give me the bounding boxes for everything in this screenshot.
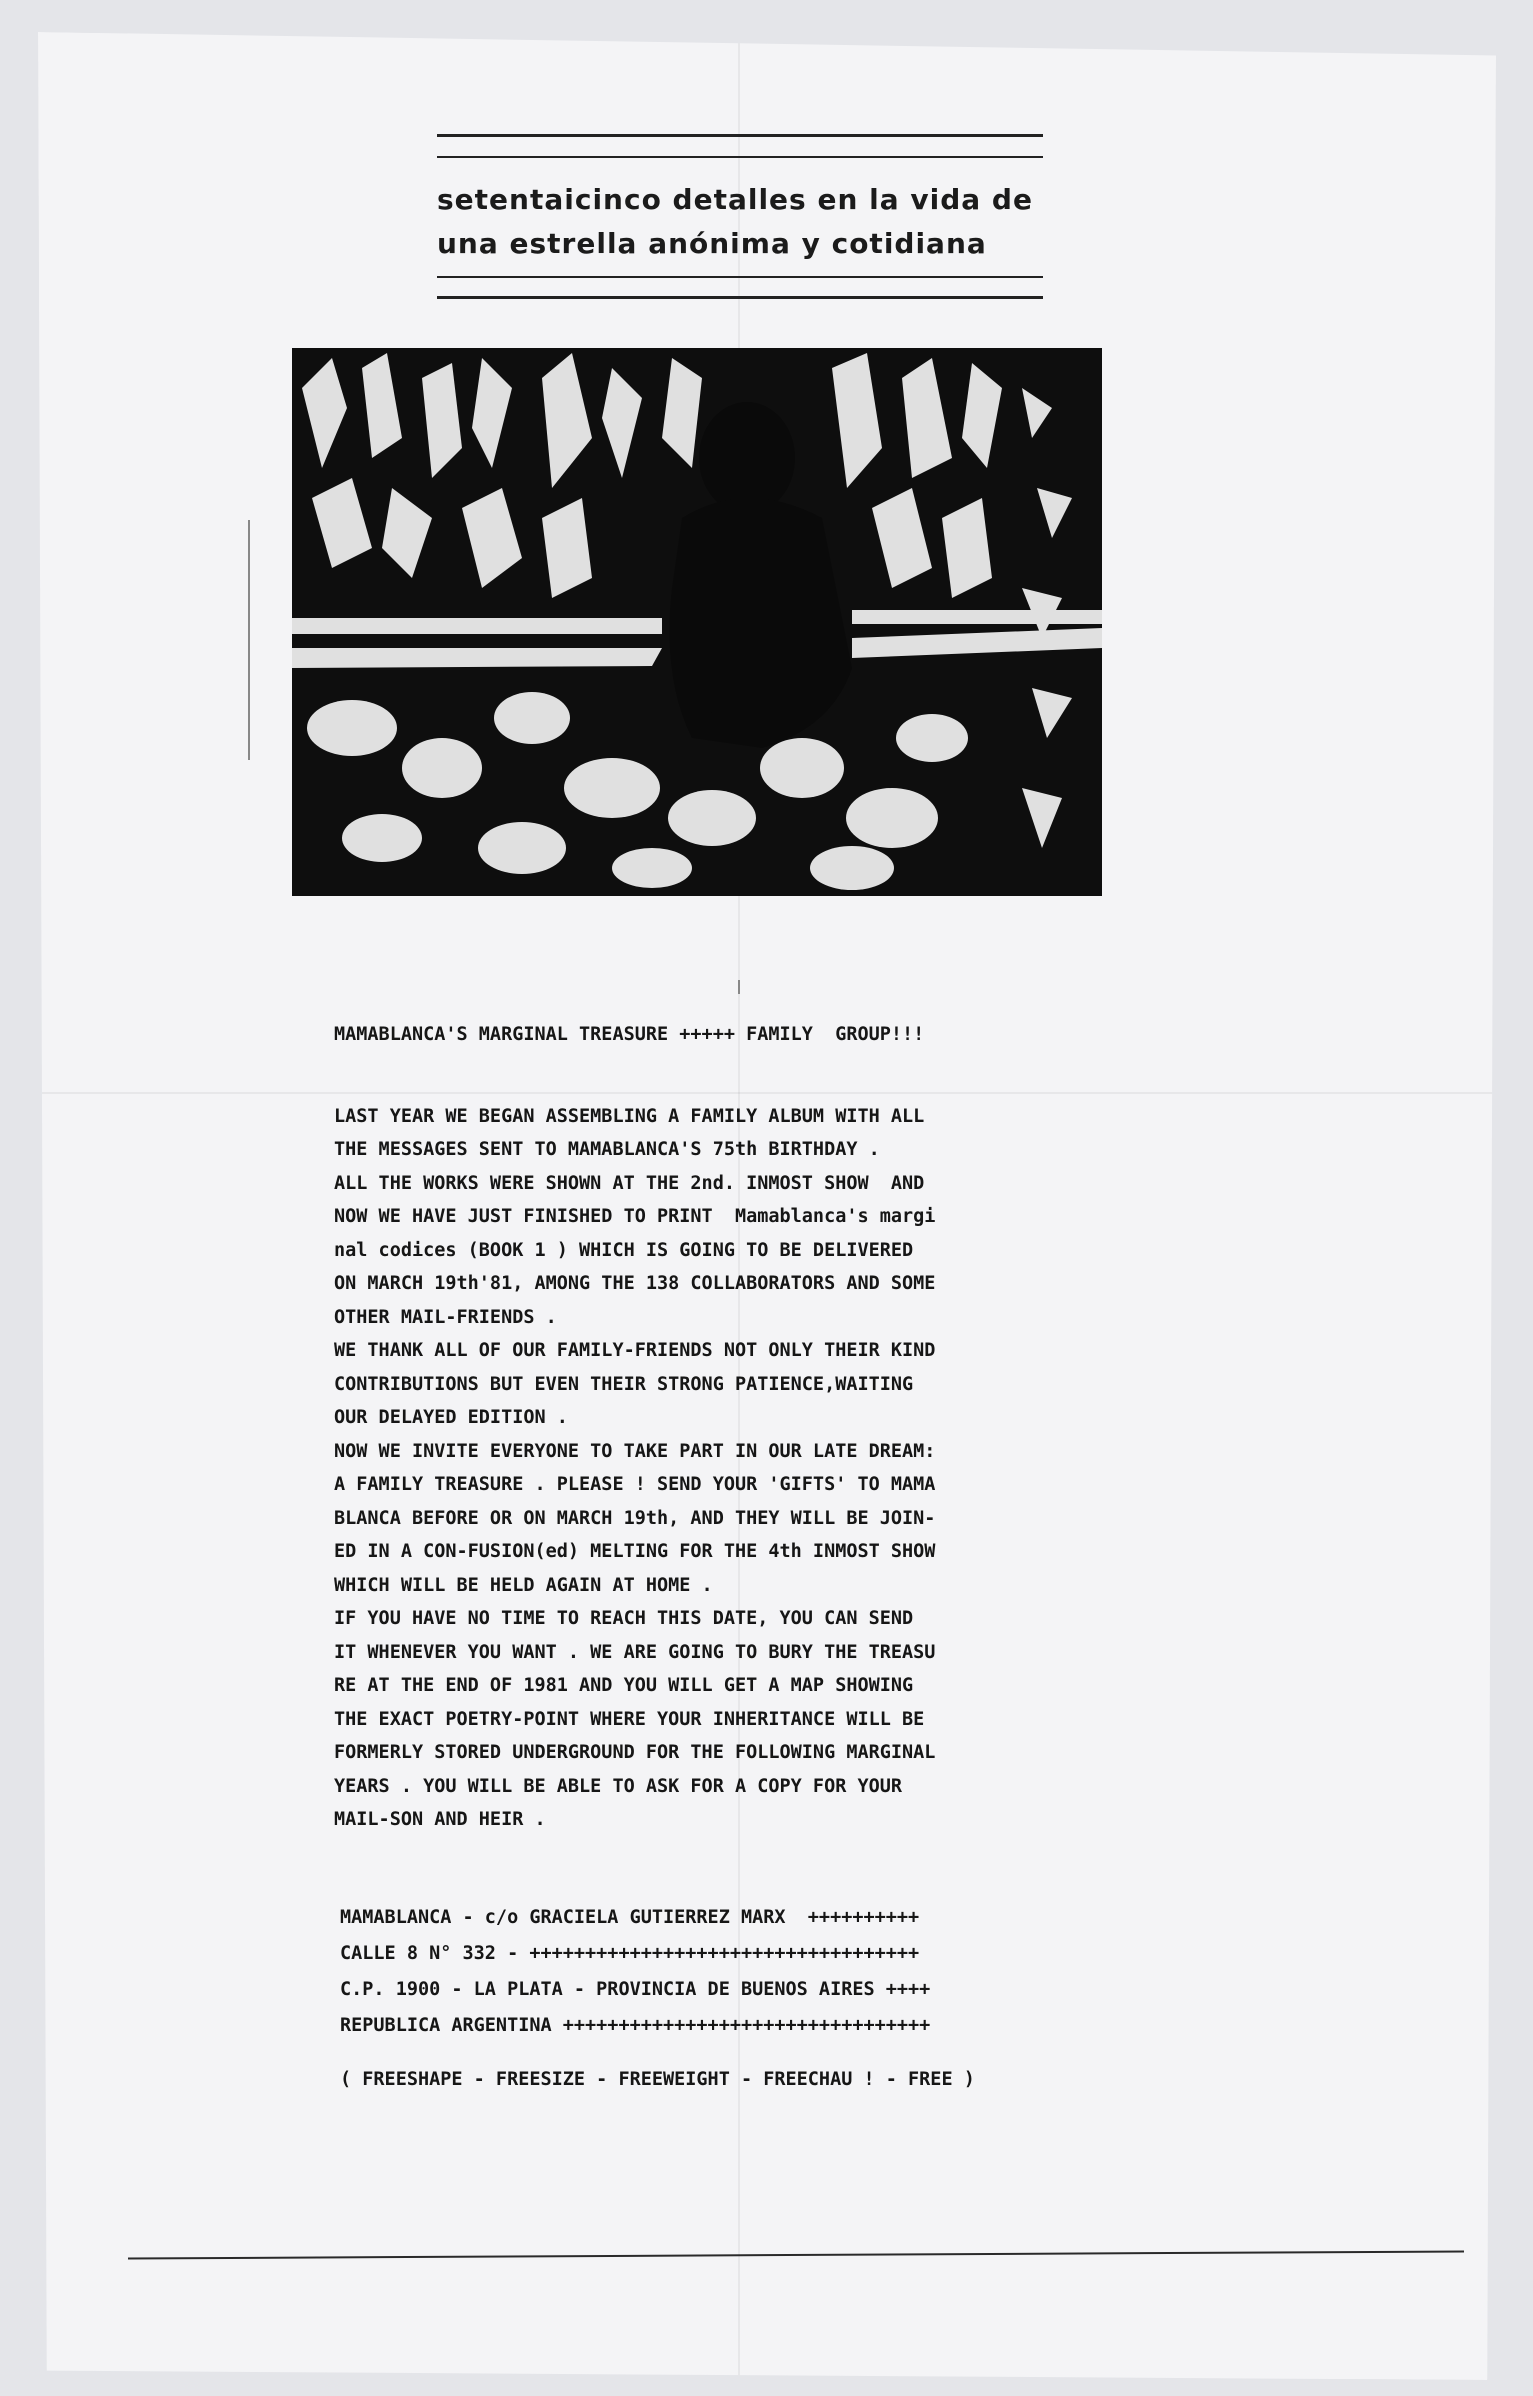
body-line: WE THANK ALL OF OUR FAMILY-FRIENDS NOT ONLY THEIR KIND xyxy=(334,1340,936,1361)
body-line: OTHER MAIL-FRIENDS . xyxy=(334,1306,557,1328)
center-mark xyxy=(738,980,740,994)
address-line: C.P. 1900 - LA PLATA - PROVINCIA DE BUENOS AIRES ++++ xyxy=(340,1979,931,2000)
mailing-address xyxy=(340,1900,1240,2098)
body-line: IT WHENEVER YOU WANT . WE ARE GOING TO BURY THE TREASU xyxy=(334,1641,936,1663)
body-line: ON MARCH 19th'81, AMONG THE 138 COLLABORATORS AND SOME xyxy=(334,1273,936,1294)
header-rule-top-thin xyxy=(437,156,1043,158)
address-line: REPUBLICA ARGENTINA +++++++++++++++++++++++++++++++++ xyxy=(340,2015,931,2036)
body-line: CONTRIBUTIONS BUT EVEN THEIR STRONG PATIENCE,WAITING xyxy=(334,1373,914,1395)
body-line: IF YOU HAVE NO TIME TO REACH THIS DATE, YOU CAN SEND xyxy=(334,1608,914,1629)
header-title-line-2: una estrella anónima y cotidiana xyxy=(437,227,987,260)
body-line: ED IN A CON-FUSION(ed) MELTING FOR THE 4th INMOST SHOW xyxy=(334,1541,936,1562)
body-line: LAST YEAR WE BEGAN ASSEMBLING A FAMILY ALBUM WITH ALL xyxy=(334,1105,925,1127)
header-title-line-1: setentaicinco detalles en la vida de xyxy=(437,183,1033,216)
body-line: BLANCA BEFORE OR ON MARCH 19th, AND THEY WILL BE JOIN- xyxy=(334,1507,936,1529)
footer-slogan: ( FREESHAPE - FREESIZE - FREEWEIGHT - FREECHAU ! - FREE ) xyxy=(340,2069,975,2090)
body-line: RE AT THE END OF 1981 AND YOU WILL GET A MAP SHOWING xyxy=(334,1675,914,1696)
photo-woman-in-garden xyxy=(292,348,1102,896)
body-line: THE MESSAGES SENT TO MAMABLANCA'S 75th BIRTHDAY . xyxy=(334,1139,880,1160)
header-rule-top xyxy=(437,134,1043,137)
address-line: MAMABLANCA - c/o GRACIELA GUTIERREZ MARX ++++++++++ xyxy=(340,1907,920,1928)
body-line: A FAMILY TREASURE . PLEASE ! SEND YOUR 'GIFTS' TO MAMA xyxy=(334,1474,936,1495)
header-rule-bottom xyxy=(437,296,1043,299)
header-rule-bottom-thin xyxy=(437,276,1043,278)
garden-photo-graphic xyxy=(292,348,1102,896)
header-title xyxy=(437,178,1057,266)
body-line: WHICH WILL BE HELD AGAIN AT HOME . xyxy=(334,1574,713,1596)
body-line: nal codices (BOOK 1 ) WHICH IS GOING TO BE DELIVERED xyxy=(334,1239,914,1261)
letter-heading: MAMABLANCA'S MARGINAL TREASURE +++++ FAMILY GROUP!!! xyxy=(334,1024,925,1045)
body-line: FORMERLY STORED UNDERGROUND FOR THE FOLLOWING MARGINAL xyxy=(334,1742,936,1763)
letter-body xyxy=(334,1018,1194,1837)
body-line: OUR DELAYED EDITION . xyxy=(334,1407,568,1428)
address-line: CALLE 8 N° 332 - +++++++++++++++++++++++++++++++++++ xyxy=(340,1943,920,1964)
body-line: MAIL-SON AND HEIR . xyxy=(334,1809,546,1830)
body-line: THE EXACT POETRY-POINT WHERE YOUR INHERITANCE WILL BE xyxy=(334,1708,925,1730)
margin-mark xyxy=(248,520,250,760)
body-line: NOW WE HAVE JUST FINISHED TO PRINT Mamablanca's margi xyxy=(334,1206,936,1227)
body-line: YEARS . YOU WILL BE ABLE TO ASK FOR A COPY FOR YOUR xyxy=(334,1775,903,1797)
body-line: ALL THE WORKS WERE SHOWN AT THE 2nd. INMOST SHOW AND xyxy=(334,1172,925,1194)
body-line: NOW WE INVITE EVERYONE TO TAKE PART IN OUR LATE DREAM: xyxy=(334,1440,936,1462)
